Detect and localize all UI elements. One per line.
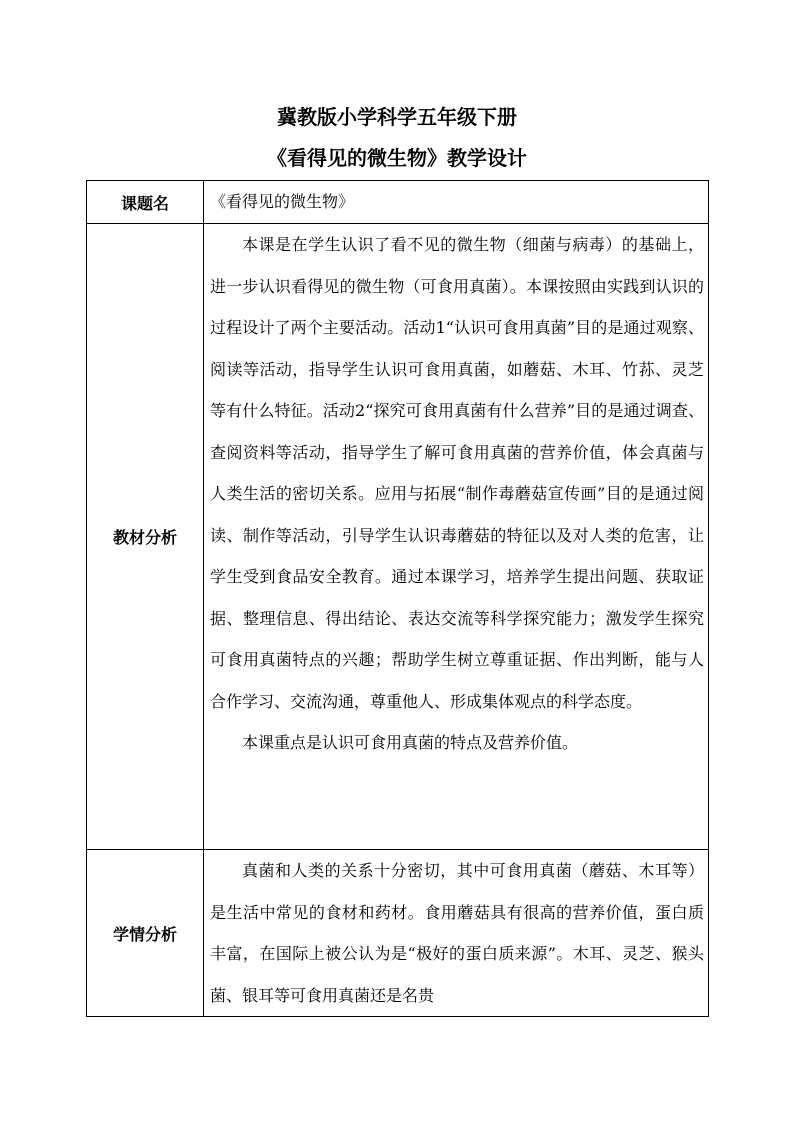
materials-analysis-paragraph-2: 本课重点是认识可食用真菌的特点及营养价值。 [242,733,579,752]
table-row-student-analysis [87,850,709,1017]
student-analysis-content [204,850,709,1017]
materials-analysis-content [204,224,709,850]
topic-value: 《看得见的微生物》 [204,181,709,224]
table-row-topic [87,181,709,224]
student-analysis-paragraph-1: 真菌和人类的关系十分密切，其中可食用真菌（蘑菇、木耳等）是生活中常见的食材和药材。食用蘑菇具有很高的营养价值，蛋白质丰富，在国际上被公认为是“极好的蛋白质来源”。木耳、灵芝、猴头菌、银耳等可食用真菌还是名贵 [210,861,704,1005]
label-materials-analysis: 教材分析 [87,224,204,850]
label-student-analysis: 学情分析 [87,850,204,1017]
label-topic: 课题名 [87,181,204,224]
materials-analysis-paragraph-1: 本课是在学生认识了看不见的微生物（细菌与病毒）的基础上，进一步认识看得见的微生物（可食用真菌）。本课按照由实践到认识的过程设计了两个主要活动。活动1“认识可食用真菌”目的是通过观察、阅读等活动，指导学生认识可食用真菌，如蘑菇、木耳、竹荪、灵芝等有什么特征。活动2“探究可食用真菌有什么营养”目的是通过调查、查阅资料等活动，指导学生了解可食用真菌的营养价值，体会真菌与人类生活的密切关系。应用与拓展“制作毒蘑菇宣传画”目的是通过阅读、制作等活动，引导学生认识毒蘑菇的特征以及对人类的危害，让学生受到食品安全教育。通过本课学习，培养学生提出问题、获取证据、整理信息、得出结论、表达交流等科学探究能力；激发学生探究可食用真菌特点的兴趣；帮助学生树立尊重证据、作出判断，能与人合作学习、交流沟通，尊重他人、形成集体观点的科学态度。 [210,235,704,711]
table-row-materials-analysis [87,224,709,850]
lesson-design-table [86,180,709,1017]
document-subtitle: 《看得见的微生物》教学设计 [267,146,527,170]
document-title: 冀教版小学科学五年级下册 [277,105,517,129]
